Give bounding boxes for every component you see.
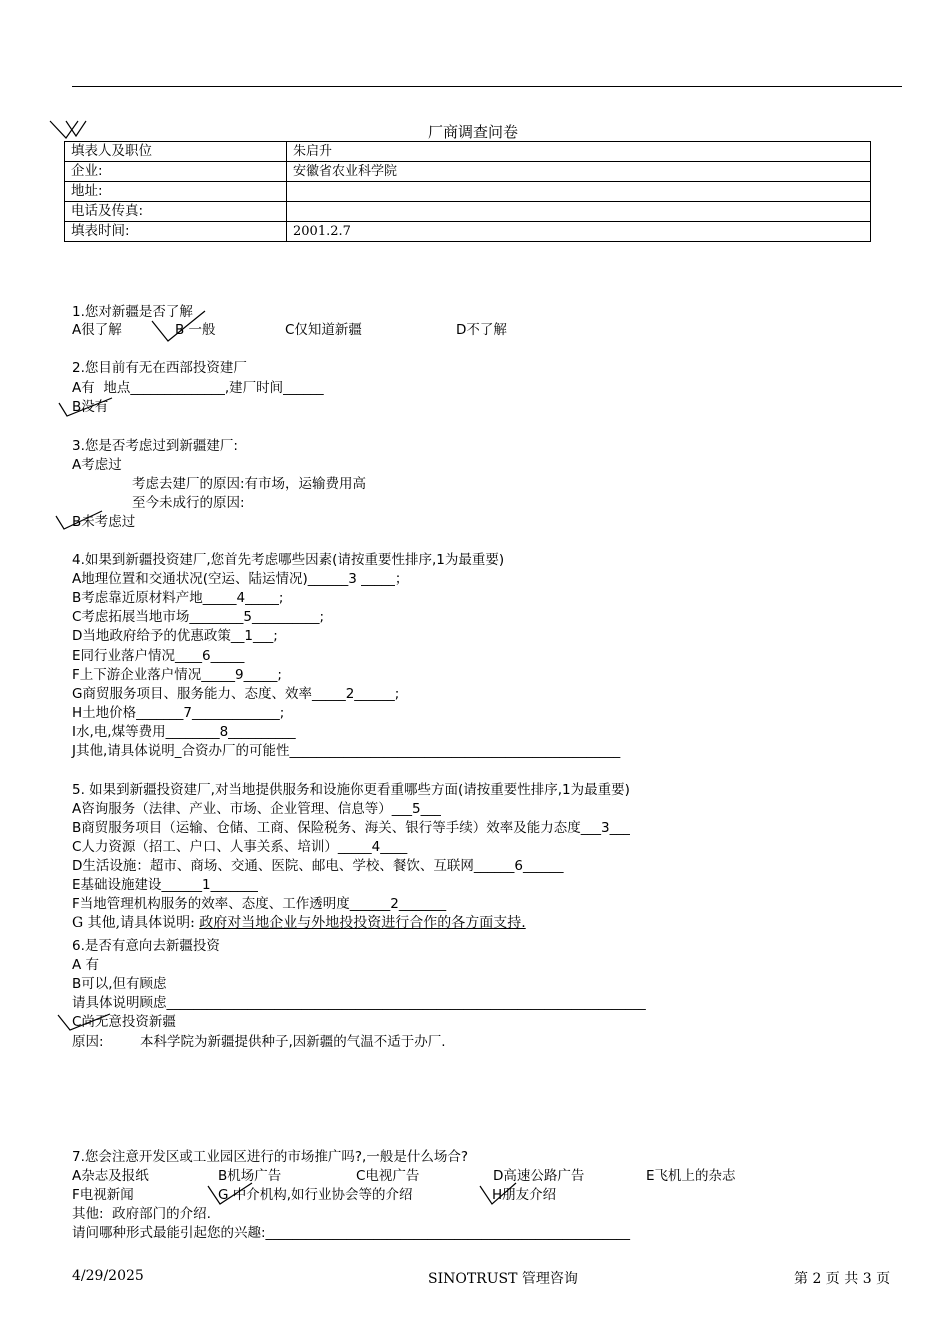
q6-reason-label: 原因: bbox=[72, 1034, 104, 1050]
q6-explain: 请具体说明顾虑_______________________________________________________________________ bbox=[72, 995, 646, 1011]
check-mark-icon bbox=[480, 1183, 516, 1204]
q7-option-a: A杂志及报纸 bbox=[72, 1168, 149, 1184]
q2-option-a: A有 地点______________,建厂时间______ bbox=[72, 380, 324, 396]
table-cell-label: 填表时间: bbox=[65, 222, 287, 242]
q2-option-b: B没有 bbox=[72, 399, 109, 415]
q7-question: 7.您会注意开发区或工业园区进行的市场推广吗?,一般是什么场合? bbox=[72, 1149, 469, 1165]
table-cell-label: 地址: bbox=[65, 182, 287, 202]
page-title: 厂商调查问卷 bbox=[428, 123, 519, 141]
q3-option-b: B未考虑过 bbox=[72, 514, 136, 530]
q3-reason: 考虑去建厂的原因:有市场，运输费用高 bbox=[132, 476, 367, 492]
q5-item: E基础设施建设______1_______ bbox=[72, 877, 258, 893]
q4-item: H土地价格_______7_____________; bbox=[72, 705, 285, 721]
q5-question: 5. 如果到新疆投资建厂,对当地提供服务和设施你更看重哪些方面(请按重要性排序,1为最重要) bbox=[72, 782, 630, 798]
q6-question: 6.是否有意向去新疆投资 bbox=[72, 938, 220, 954]
q6-option-a: A 有 bbox=[72, 957, 100, 973]
q4-item: G商贸服务项目、服务能力、态度、效率_____2______; bbox=[72, 686, 400, 702]
check-mark-icon bbox=[50, 121, 78, 138]
q3-question: 3.您是否考虑过到新疆建厂: bbox=[72, 438, 238, 454]
q6-option-b: B可以,但有顾虑 bbox=[72, 976, 167, 992]
q1-option-c: C仅知道新疆 bbox=[285, 322, 362, 338]
q5-item: D生活设施：超市、商场、交通、医院、邮电、学校、餐饮、互联网______6______ bbox=[72, 858, 564, 874]
q5-g-answer: 政府对当地企业与外地投投资进行合作的各方面支持. bbox=[199, 915, 526, 931]
table-cell-label: 电话及传真: bbox=[65, 202, 287, 222]
q1-question: 1.您对新疆是否了解 bbox=[72, 304, 193, 320]
q4-item: B考虑靠近原材料产地_____4_____; bbox=[72, 590, 284, 606]
q6-option-c: C尚无意投资新疆 bbox=[72, 1014, 176, 1030]
q3-option-a: A考虑过 bbox=[72, 457, 122, 473]
check-mark-icon bbox=[56, 511, 102, 529]
q4-item: D当地政府给予的优惠政策__1___; bbox=[72, 628, 278, 644]
q5-item: C人力资源（招工、户口、人事关系、培训）_____4____ bbox=[72, 839, 408, 855]
table-cell-value: 2001.2.7 bbox=[287, 222, 871, 242]
table-cell-value: 朱启升 bbox=[287, 142, 871, 162]
check-mark-icon bbox=[59, 398, 112, 416]
q4-item: E同行业落户情况____6_____ bbox=[72, 648, 245, 664]
table-cell-value: 安徽省农业科学院 bbox=[287, 162, 871, 182]
q5-item: F当地管理机构服务的效率、态度、工作透明度______2_______ bbox=[72, 896, 447, 912]
q3-not-yet: 至今未成行的原因: bbox=[132, 495, 245, 511]
q1-option-b: B 一般 bbox=[175, 322, 216, 338]
q4-item: C考虑拓展当地市场________5__________; bbox=[72, 609, 325, 625]
q7-option-e: E飞机上的杂志 bbox=[646, 1168, 736, 1184]
q6-reason-text: 本科学院为新疆提供种子,因新疆的气温不适于办厂. bbox=[140, 1034, 446, 1050]
check-mark-icon bbox=[58, 1014, 110, 1030]
q4-item: I水,电,煤等费用________8__________ bbox=[72, 724, 296, 740]
q4-question: 4.如果到新疆投资建厂,您首先考虑哪些因素(请按重要性排序,1为最重要) bbox=[72, 552, 505, 568]
footer-page-number: 第 2 页 共 3 页 bbox=[794, 1271, 891, 1287]
q4-item: A地理位置和交通状况(空运、陆运情况)______3 _____； bbox=[72, 571, 409, 587]
q7-option-f: F电视新闻 bbox=[72, 1187, 134, 1203]
q7-interest: 请问哪种形式最能引起您的兴趣:______________________________________________________ bbox=[72, 1225, 631, 1241]
check-mark-icon bbox=[208, 1183, 252, 1204]
q7-option-g: G 中介机构,如行业协会等的介绍 bbox=[218, 1187, 413, 1203]
check-mark-icon bbox=[152, 311, 205, 341]
q1-option-d: D不了解 bbox=[456, 322, 507, 338]
q7-option-h: H朋友介绍 bbox=[492, 1187, 557, 1203]
q7-option-c: C电视广告 bbox=[356, 1168, 420, 1184]
table-cell-label: 填表人及职位 bbox=[65, 142, 287, 162]
q5-g-label: G 其他,请具体说明: bbox=[72, 915, 195, 931]
q5-item: A咨询服务（法律、产业、市场、企业管理、信息等）___5___ bbox=[72, 801, 441, 817]
q4-item: F上下游企业落户情况_____9_____; bbox=[72, 667, 282, 683]
footer-date: 4/29/2025 bbox=[72, 1268, 144, 1284]
q7-option-d: D高速公路广告 bbox=[493, 1168, 585, 1184]
q1-option-a: A很了解 bbox=[72, 322, 122, 338]
table-cell-label: 企业: bbox=[65, 162, 287, 182]
q7-option-b: B机场广告 bbox=[218, 1168, 282, 1184]
q2-question: 2.您目前有无在西部投资建厂 bbox=[72, 360, 247, 376]
q4-item: J其他,请具体说明_合资办厂的可能性_________________________________________________ bbox=[72, 743, 621, 759]
q7-other: 其他: 政府部门的介绍. bbox=[72, 1206, 211, 1222]
q5-item: B商贸服务项目（运输、仓储、工商、保险税务、海关、银行等手续）效率及能力态度___3___ bbox=[72, 820, 630, 836]
footer-company: SINOTRUST 管理咨询 bbox=[428, 1271, 578, 1287]
